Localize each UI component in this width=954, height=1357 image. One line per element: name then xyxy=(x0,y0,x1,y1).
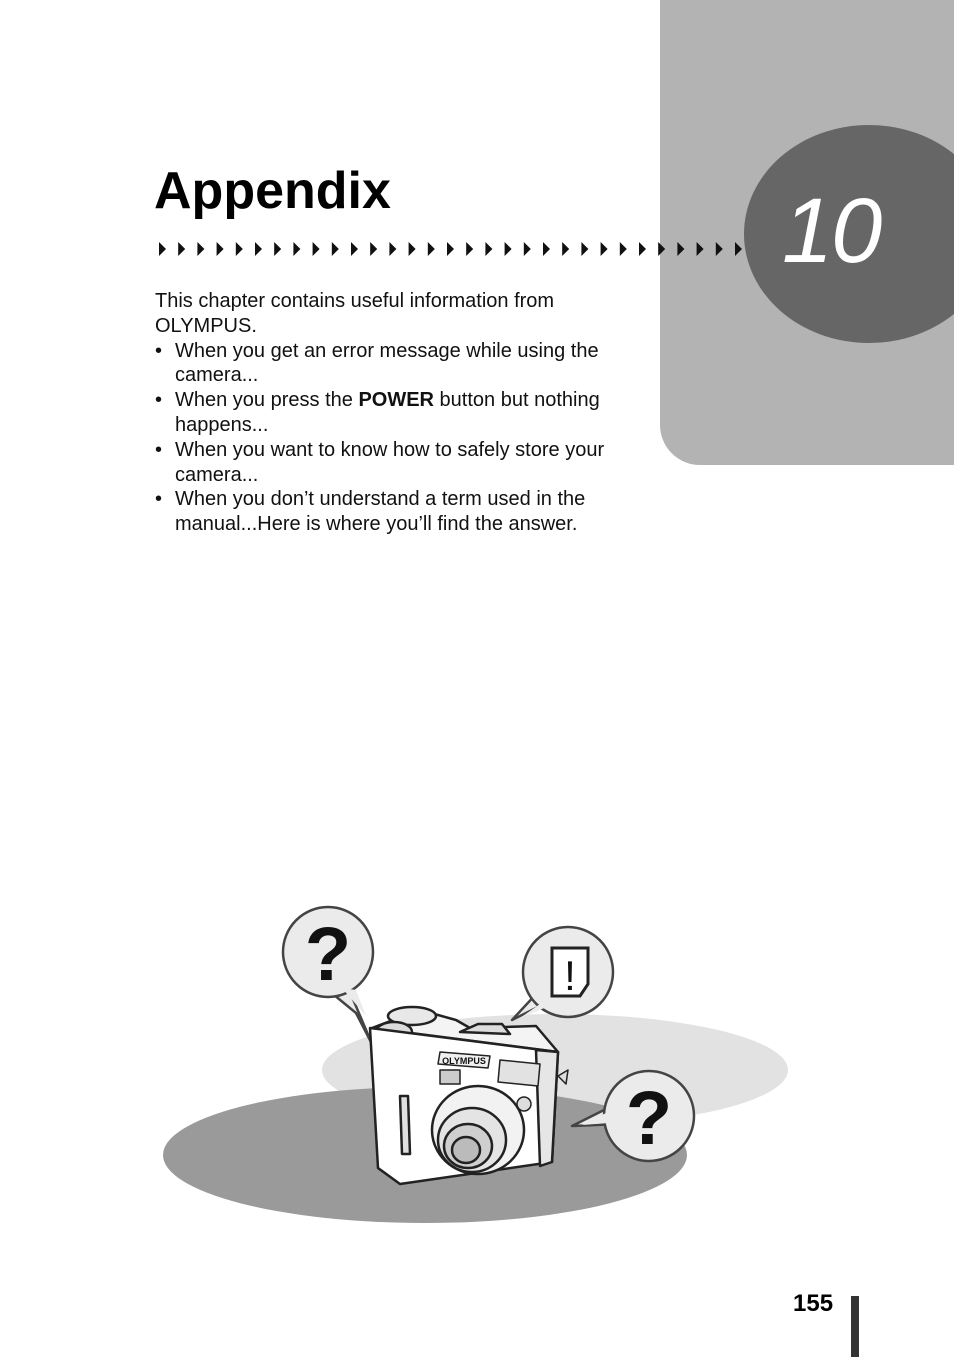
list-item xyxy=(155,438,615,488)
arrow-marker xyxy=(370,242,377,256)
list-item-text: When you don’t understand a term used in the manual...Here is where you’ll find the answer. xyxy=(175,488,586,536)
list-item-text: When you want to know how to safely store your camera... xyxy=(175,438,605,486)
arrow-marker xyxy=(658,242,665,256)
intro-bullet-list xyxy=(155,339,615,537)
arrow-marker xyxy=(543,242,550,256)
list-item-text: When you get an error message while using the camera... xyxy=(175,339,599,387)
arrow-marker xyxy=(197,242,204,256)
bubble-left-glyph: ? xyxy=(304,912,352,997)
list-item xyxy=(155,388,615,438)
arrow-marker xyxy=(505,242,512,256)
arrow-marker xyxy=(217,242,224,256)
arrow-marker xyxy=(562,242,569,256)
list-item xyxy=(155,339,615,389)
arrow-marker xyxy=(677,242,684,256)
page-number: 155 xyxy=(793,1290,834,1317)
arrow-marker xyxy=(389,242,396,256)
camera-illustration xyxy=(160,900,800,1230)
arrow-marker xyxy=(409,242,416,256)
chapter-number: 10 xyxy=(782,180,881,282)
power-button-label: POWER xyxy=(358,389,434,412)
bullet: • xyxy=(155,438,163,461)
arrow-marker xyxy=(697,242,704,256)
bullet: • xyxy=(155,339,163,362)
list-item-text-before: When you press the xyxy=(175,389,359,412)
arrow-marker xyxy=(639,242,646,256)
arrow-marker xyxy=(351,242,358,256)
arrow-marker xyxy=(485,242,492,256)
chapter-intro xyxy=(155,289,615,537)
arrow-marker xyxy=(601,242,608,256)
bullet: • xyxy=(155,488,163,511)
arrow-marker xyxy=(178,242,185,256)
bubble-right-glyph: ? xyxy=(625,1076,673,1161)
arrow-marker xyxy=(735,242,742,256)
arrow-marker xyxy=(236,242,243,256)
arrow-marker xyxy=(447,242,454,256)
list-item-text-after: button but nothing happens... xyxy=(175,389,600,436)
arrow-marker xyxy=(313,242,320,256)
arrow-marker xyxy=(255,242,262,256)
page-edge-bar xyxy=(851,1296,859,1357)
exclamation-bubble-icon xyxy=(512,927,613,1020)
bullet: • xyxy=(155,389,163,412)
arrow-marker xyxy=(466,242,473,256)
arrow-marker xyxy=(332,242,339,256)
list-item xyxy=(155,487,615,537)
arrow-marker xyxy=(293,242,300,256)
arrow-marker xyxy=(524,242,531,256)
page-title: Appendix xyxy=(154,162,391,220)
arrow-marker xyxy=(620,242,627,256)
camera-icon xyxy=(370,1007,568,1184)
arrow-marker xyxy=(274,242,281,256)
arrow-marker xyxy=(428,242,435,256)
arrow-marker xyxy=(581,242,588,256)
arrow-marker xyxy=(159,242,166,256)
camera-brand-label: OLYMPUS xyxy=(442,1056,486,1066)
bubble-center-glyph: ! xyxy=(564,952,576,999)
arrow-divider xyxy=(157,238,747,260)
question-bubble-icon xyxy=(283,907,373,1044)
intro-lead: This chapter contains useful information from OLYMPUS. xyxy=(155,290,555,337)
arrow-marker xyxy=(716,242,723,256)
